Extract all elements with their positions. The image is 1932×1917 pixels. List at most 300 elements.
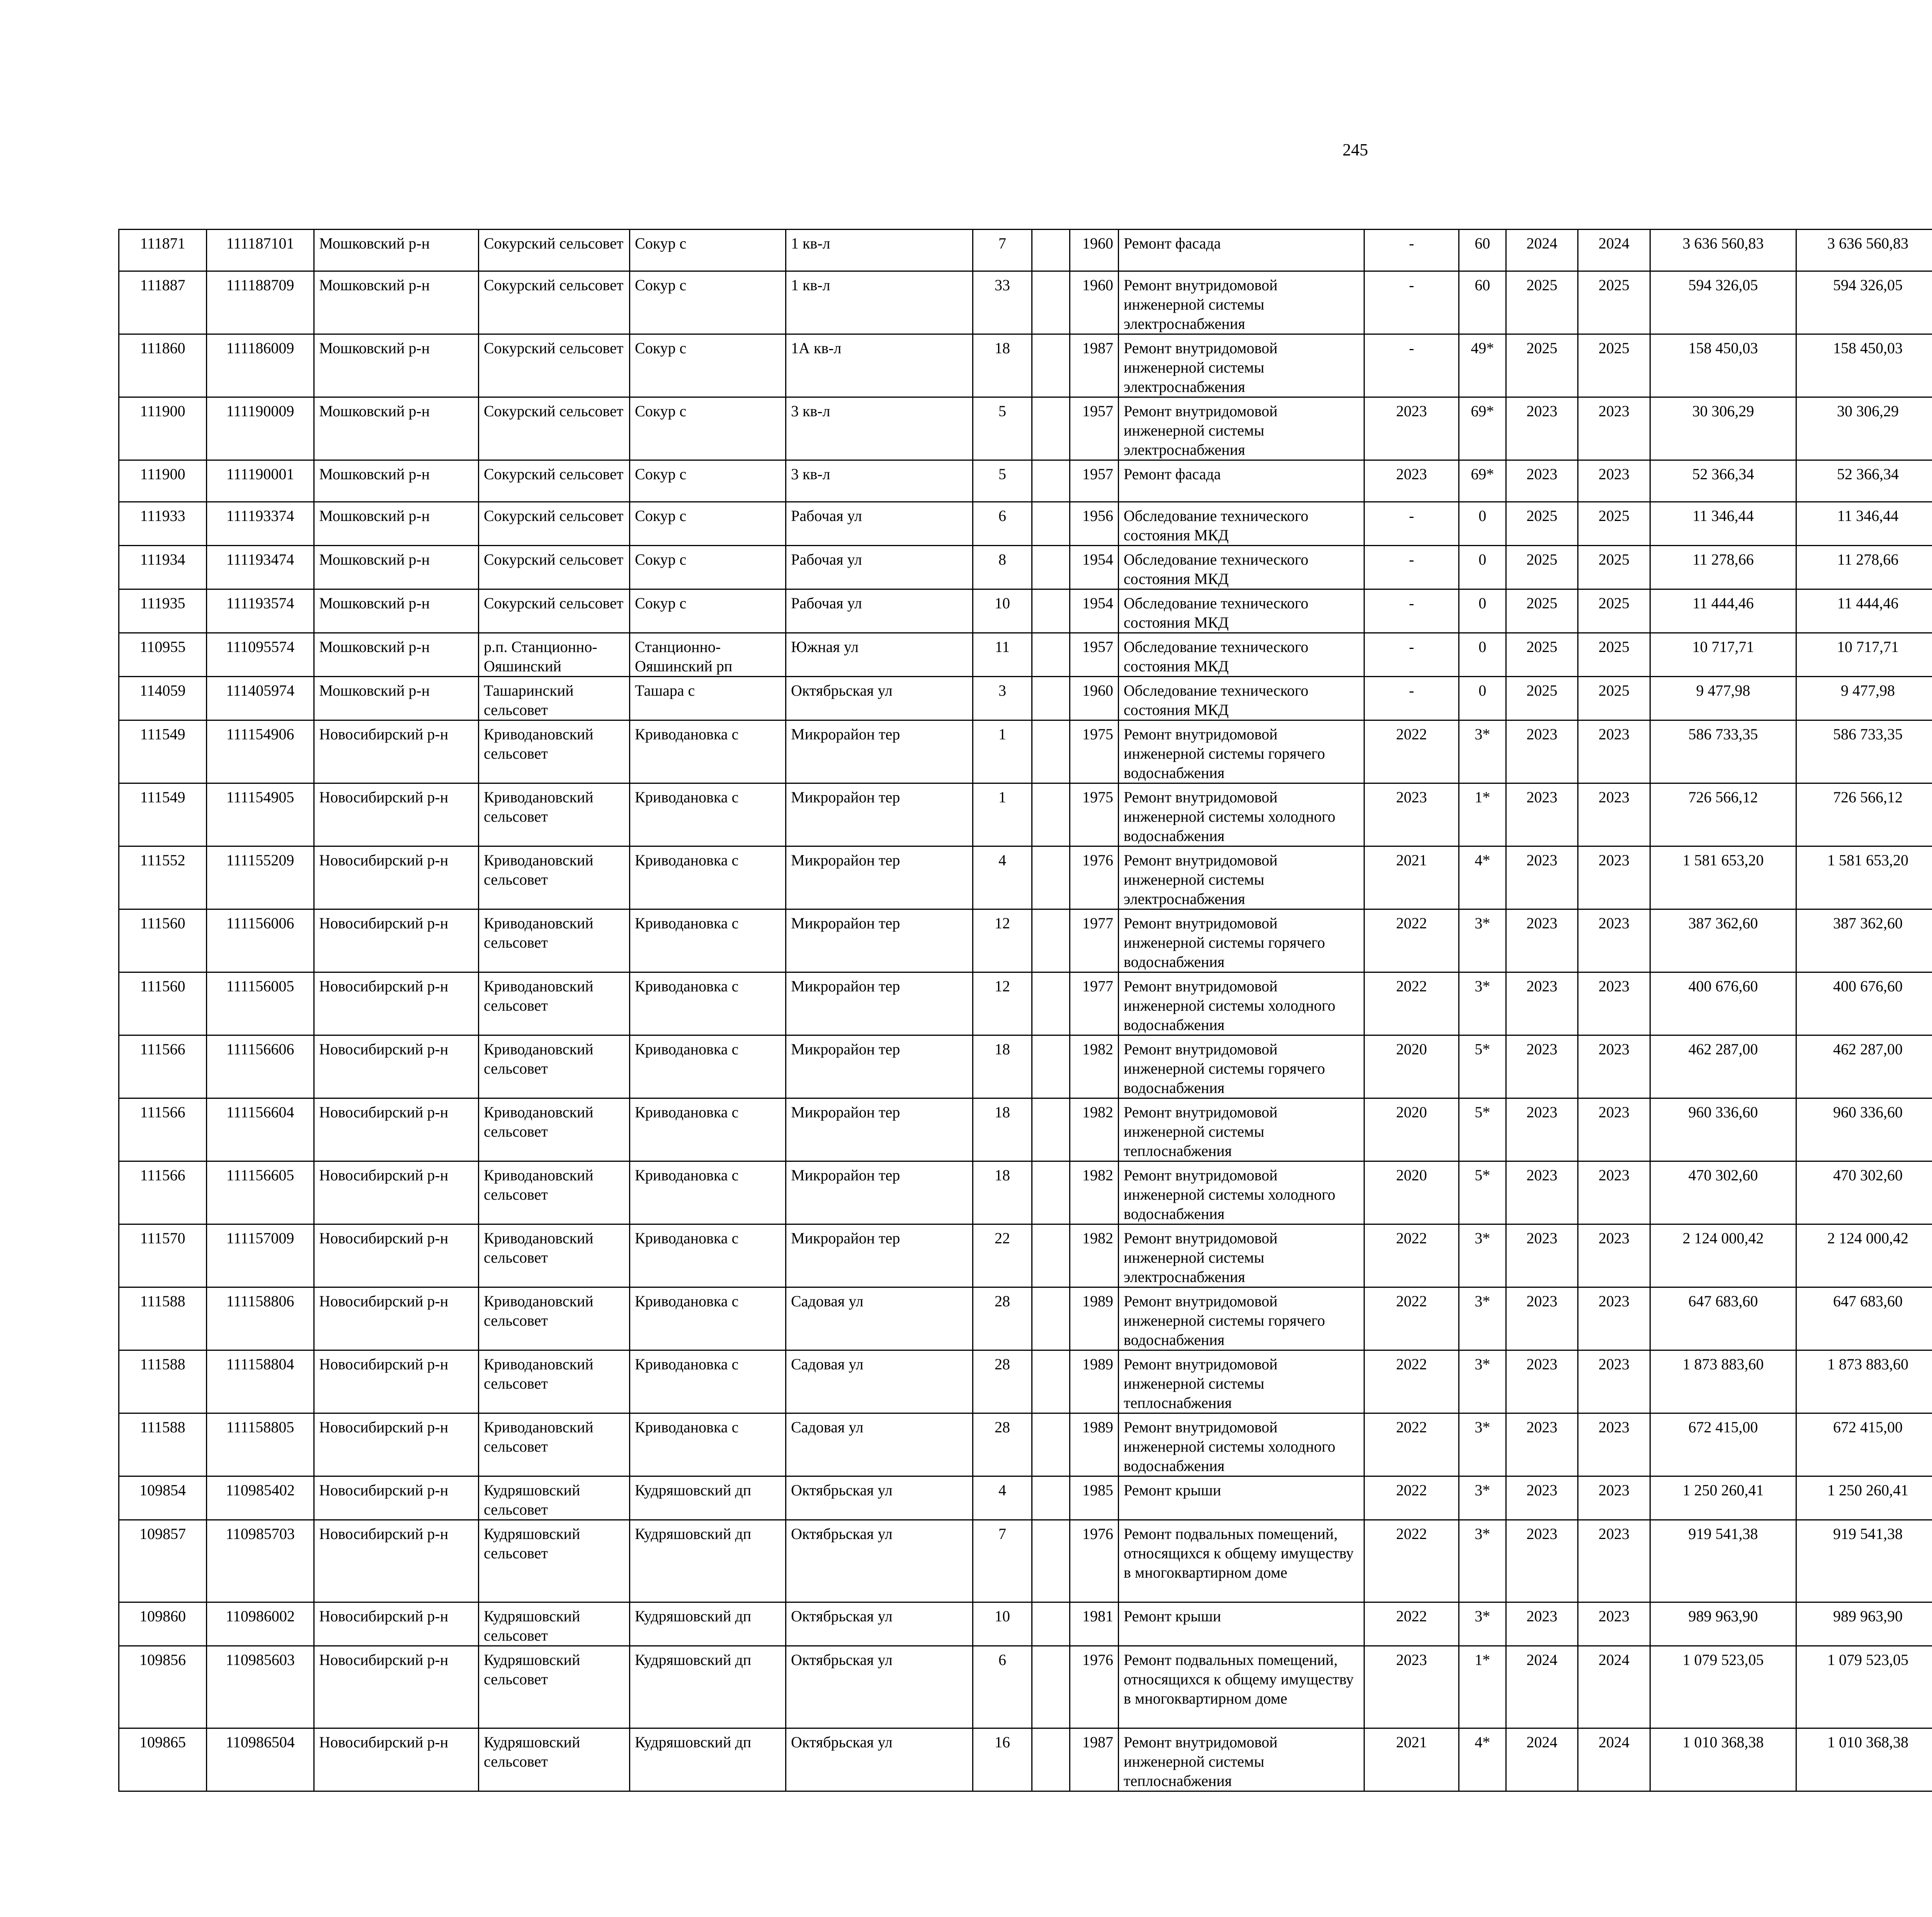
col-prev-year-cell: 2022: [1364, 1224, 1459, 1287]
col-fund-cost-cell: 647 683,60: [1796, 1287, 1932, 1350]
table-row: [119, 1520, 1932, 1602]
col-prev-year-cell: -: [1364, 271, 1459, 334]
col-district-cell: Мошковский р-н: [314, 633, 479, 677]
col-work-type-cell: Ремонт крыши: [1119, 1602, 1364, 1646]
col-wear-cell: 0: [1459, 546, 1506, 589]
col-year-built-cell: 1982: [1070, 1161, 1119, 1224]
col-fund-cost-cell: 52 366,34: [1796, 460, 1932, 502]
col-code-cell: 111158804: [207, 1350, 314, 1413]
col-korpus-cell: [1032, 720, 1070, 783]
col-work-type-cell: Обследование технического состояния МКД: [1119, 589, 1364, 633]
col-year-to-cell: 2025: [1578, 633, 1650, 677]
col-district-cell: Мошковский р-н: [314, 502, 479, 546]
col-wear-cell: 3*: [1459, 1287, 1506, 1350]
col-year-to-cell: 2023: [1578, 460, 1650, 502]
col-total-cost-cell: 52 366,34: [1650, 460, 1796, 502]
col-prev-year-cell: 2022: [1364, 1476, 1459, 1520]
col-korpus-cell: [1032, 397, 1070, 460]
col-prev-year-cell: 2022: [1364, 1520, 1459, 1602]
col-id-cell: 110955: [119, 633, 207, 677]
col-year-from-cell: 2025: [1506, 589, 1578, 633]
col-district-cell: Мошковский р-н: [314, 230, 479, 271]
col-code-cell: 111188709: [207, 271, 314, 334]
table-row: [119, 460, 1932, 502]
col-year-built-cell: 1956: [1070, 502, 1119, 546]
col-street-cell: Садовая ул: [786, 1413, 973, 1476]
col-house-cell: 5: [973, 397, 1032, 460]
col-work-type-cell: Ремонт внутридомовой инженерной системы горячего водоснабжения: [1119, 909, 1364, 972]
col-district-cell: Новосибирский р-н: [314, 1602, 479, 1646]
col-year-to-cell: 2023: [1578, 720, 1650, 783]
col-work-type-cell: Ремонт внутридомовой инженерной системы холодного водоснабжения: [1119, 783, 1364, 846]
col-year-from-cell: 2023: [1506, 1413, 1578, 1476]
col-street-cell: Микрорайон тер: [786, 909, 973, 972]
col-id-cell: 111860: [119, 334, 207, 397]
col-municipality-cell: Криводановский сельсовет: [479, 783, 630, 846]
col-municipality-cell: Криводановский сельсовет: [479, 846, 630, 909]
col-house-cell: 33: [973, 271, 1032, 334]
col-id-cell: 111566: [119, 1161, 207, 1224]
table-body: [119, 230, 1932, 1791]
col-year-built-cell: 1976: [1070, 1646, 1119, 1728]
col-prev-year-cell: 2021: [1364, 846, 1459, 909]
table-row: [119, 972, 1932, 1035]
col-fund-cost-cell: 726 566,12: [1796, 783, 1932, 846]
col-year-from-cell: 2023: [1506, 1602, 1578, 1646]
col-district-cell: Новосибирский р-н: [314, 783, 479, 846]
col-fund-cost-cell: 470 302,60: [1796, 1161, 1932, 1224]
col-id-cell: 109865: [119, 1728, 207, 1791]
col-district-cell: Новосибирский р-н: [314, 1350, 479, 1413]
col-year-to-cell: 2023: [1578, 1287, 1650, 1350]
col-korpus-cell: [1032, 589, 1070, 633]
col-korpus-cell: [1032, 230, 1070, 271]
col-street-cell: Микрорайон тер: [786, 846, 973, 909]
col-settlement-cell: Криводановка с: [630, 1035, 786, 1098]
col-korpus-cell: [1032, 677, 1070, 720]
col-municipality-cell: Сокурский сельсовет: [479, 230, 630, 271]
col-work-type-cell: Обследование технического состояния МКД: [1119, 502, 1364, 546]
col-work-type-cell: Обследование технического состояния МКД: [1119, 633, 1364, 677]
col-street-cell: Рабочая ул: [786, 546, 973, 589]
col-settlement-cell: Сокур с: [630, 334, 786, 397]
col-work-type-cell: Ремонт внутридомовой инженерной системы электроснабжения: [1119, 1224, 1364, 1287]
col-year-built-cell: 1982: [1070, 1035, 1119, 1098]
col-street-cell: Рабочая ул: [786, 502, 973, 546]
col-settlement-cell: Сокур с: [630, 271, 786, 334]
col-code-cell: 111154906: [207, 720, 314, 783]
col-korpus-cell: [1032, 502, 1070, 546]
col-year-to-cell: 2025: [1578, 589, 1650, 633]
col-year-from-cell: 2025: [1506, 546, 1578, 589]
col-house-cell: 4: [973, 846, 1032, 909]
col-district-cell: Новосибирский р-н: [314, 972, 479, 1035]
col-korpus-cell: [1032, 1350, 1070, 1413]
table-row: [119, 783, 1932, 846]
table-row: [119, 230, 1932, 271]
col-code-cell: 111155209: [207, 846, 314, 909]
col-district-cell: Новосибирский р-н: [314, 1287, 479, 1350]
col-total-cost-cell: 1 873 883,60: [1650, 1350, 1796, 1413]
col-id-cell: 111933: [119, 502, 207, 546]
col-code-cell: 111156606: [207, 1035, 314, 1098]
col-district-cell: Новосибирский р-н: [314, 1476, 479, 1520]
col-id-cell: 111566: [119, 1035, 207, 1098]
col-work-type-cell: Ремонт внутридомовой инженерной системы горячего водоснабжения: [1119, 720, 1364, 783]
col-work-type-cell: Ремонт внутридомовой инженерной системы холодного водоснабжения: [1119, 1161, 1364, 1224]
table-row: [119, 397, 1932, 460]
col-total-cost-cell: 11 346,44: [1650, 502, 1796, 546]
col-year-to-cell: 2023: [1578, 397, 1650, 460]
col-year-built-cell: 1960: [1070, 677, 1119, 720]
col-wear-cell: 1*: [1459, 783, 1506, 846]
col-work-type-cell: Ремонт подвальных помещений, относящихся к общему имуществу в многоквартирном доме: [1119, 1646, 1364, 1728]
col-code-cell: 111193474: [207, 546, 314, 589]
col-korpus-cell: [1032, 1728, 1070, 1791]
col-year-from-cell: 2023: [1506, 909, 1578, 972]
table-row: [119, 546, 1932, 589]
col-year-from-cell: 2023: [1506, 846, 1578, 909]
col-year-to-cell: 2024: [1578, 1646, 1650, 1728]
col-code-cell: 111193374: [207, 502, 314, 546]
col-wear-cell: 3*: [1459, 1520, 1506, 1602]
col-wear-cell: 3*: [1459, 1350, 1506, 1413]
col-year-built-cell: 1975: [1070, 783, 1119, 846]
col-district-cell: Новосибирский р-н: [314, 1520, 479, 1602]
col-year-from-cell: 2025: [1506, 633, 1578, 677]
col-work-type-cell: Ремонт внутридомовой инженерной системы теплоснабжения: [1119, 1728, 1364, 1791]
col-year-built-cell: 1982: [1070, 1224, 1119, 1287]
col-total-cost-cell: 470 302,60: [1650, 1161, 1796, 1224]
col-house-cell: 12: [973, 909, 1032, 972]
col-municipality-cell: Криводановский сельсовет: [479, 1224, 630, 1287]
col-house-cell: 1: [973, 720, 1032, 783]
col-id-cell: 111560: [119, 909, 207, 972]
col-street-cell: 3 кв-л: [786, 460, 973, 502]
table-row: [119, 1728, 1932, 1791]
table-row: [119, 502, 1932, 546]
col-code-cell: 111154905: [207, 783, 314, 846]
col-fund-cost-cell: 1 010 368,38: [1796, 1728, 1932, 1791]
col-settlement-cell: Кудряшовский дп: [630, 1476, 786, 1520]
col-code-cell: 111190009: [207, 397, 314, 460]
col-street-cell: Микрорайон тер: [786, 1035, 973, 1098]
col-total-cost-cell: 989 963,90: [1650, 1602, 1796, 1646]
col-fund-cost-cell: 11 346,44: [1796, 502, 1932, 546]
col-year-built-cell: 1957: [1070, 460, 1119, 502]
col-municipality-cell: Сокурский сельсовет: [479, 397, 630, 460]
col-work-type-cell: Ремонт фасада: [1119, 230, 1364, 271]
col-code-cell: 111193574: [207, 589, 314, 633]
col-year-from-cell: 2023: [1506, 1224, 1578, 1287]
col-total-cost-cell: 1 010 368,38: [1650, 1728, 1796, 1791]
col-year-built-cell: 1987: [1070, 334, 1119, 397]
col-code-cell: 110986002: [207, 1602, 314, 1646]
page-number: 245: [1342, 140, 1368, 159]
col-municipality-cell: Криводановский сельсовет: [479, 909, 630, 972]
col-house-cell: 18: [973, 334, 1032, 397]
col-house-cell: 28: [973, 1413, 1032, 1476]
col-settlement-cell: Сокур с: [630, 397, 786, 460]
col-house-cell: 5: [973, 460, 1032, 502]
col-year-to-cell: 2023: [1578, 846, 1650, 909]
col-work-type-cell: Ремонт внутридомовой инженерной системы горячего водоснабжения: [1119, 1287, 1364, 1350]
col-work-type-cell: Ремонт внутридомовой инженерной системы холодного водоснабжения: [1119, 972, 1364, 1035]
col-work-type-cell: Обследование технического состояния МКД: [1119, 677, 1364, 720]
col-settlement-cell: Сокур с: [630, 546, 786, 589]
col-year-built-cell: 1960: [1070, 230, 1119, 271]
col-id-cell: 109857: [119, 1520, 207, 1602]
col-street-cell: 1А кв-л: [786, 334, 973, 397]
col-year-built-cell: 1977: [1070, 972, 1119, 1035]
col-house-cell: 3: [973, 677, 1032, 720]
col-municipality-cell: Криводановский сельсовет: [479, 1413, 630, 1476]
col-fund-cost-cell: 3 636 560,83: [1796, 230, 1932, 271]
col-work-type-cell: Ремонт подвальных помещений, относящихся к общему имуществу в многоквартирном доме: [1119, 1520, 1364, 1602]
col-year-built-cell: 1981: [1070, 1602, 1119, 1646]
col-id-cell: 111549: [119, 720, 207, 783]
table-row: [119, 1098, 1932, 1161]
col-house-cell: 6: [973, 502, 1032, 546]
col-total-cost-cell: 9 477,98: [1650, 677, 1796, 720]
col-total-cost-cell: 400 676,60: [1650, 972, 1796, 1035]
col-fund-cost-cell: 1 581 653,20: [1796, 846, 1932, 909]
col-code-cell: 110985703: [207, 1520, 314, 1602]
col-total-cost-cell: 11 278,66: [1650, 546, 1796, 589]
col-work-type-cell: Обследование технического состояния МКД: [1119, 546, 1364, 589]
col-street-cell: 1 кв-л: [786, 230, 973, 271]
col-municipality-cell: Кудряшовский сельсовет: [479, 1646, 630, 1728]
col-house-cell: 18: [973, 1035, 1032, 1098]
table-row: [119, 633, 1932, 677]
col-code-cell: 110986504: [207, 1728, 314, 1791]
col-year-built-cell: 1960: [1070, 271, 1119, 334]
col-street-cell: Южная ул: [786, 633, 973, 677]
col-year-from-cell: 2023: [1506, 1350, 1578, 1413]
col-prev-year-cell: 2020: [1364, 1035, 1459, 1098]
col-year-from-cell: 2023: [1506, 397, 1578, 460]
col-district-cell: Мошковский р-н: [314, 397, 479, 460]
col-total-cost-cell: 647 683,60: [1650, 1287, 1796, 1350]
col-street-cell: 3 кв-л: [786, 397, 973, 460]
col-street-cell: Микрорайон тер: [786, 720, 973, 783]
col-fund-cost-cell: 919 541,38: [1796, 1520, 1932, 1602]
col-year-to-cell: 2023: [1578, 783, 1650, 846]
col-municipality-cell: Ташаринский сельсовет: [479, 677, 630, 720]
col-year-built-cell: 1957: [1070, 397, 1119, 460]
col-total-cost-cell: 726 566,12: [1650, 783, 1796, 846]
col-prev-year-cell: -: [1364, 502, 1459, 546]
col-prev-year-cell: -: [1364, 589, 1459, 633]
col-year-to-cell: 2023: [1578, 1350, 1650, 1413]
col-wear-cell: 0: [1459, 502, 1506, 546]
col-id-cell: 111566: [119, 1098, 207, 1161]
col-prev-year-cell: -: [1364, 633, 1459, 677]
col-fund-cost-cell: 2 124 000,42: [1796, 1224, 1932, 1287]
col-year-to-cell: 2023: [1578, 1413, 1650, 1476]
col-fund-cost-cell: 11 278,66: [1796, 546, 1932, 589]
col-wear-cell: 3*: [1459, 1224, 1506, 1287]
col-year-to-cell: 2023: [1578, 1035, 1650, 1098]
col-korpus-cell: [1032, 1161, 1070, 1224]
col-year-to-cell: 2024: [1578, 1728, 1650, 1791]
col-fund-cost-cell: 387 362,60: [1796, 909, 1932, 972]
col-year-from-cell: 2023: [1506, 720, 1578, 783]
col-id-cell: 109856: [119, 1646, 207, 1728]
col-municipality-cell: Криводановский сельсовет: [479, 1161, 630, 1224]
table-row: [119, 1287, 1932, 1350]
col-code-cell: 111187101: [207, 230, 314, 271]
col-code-cell: 111156604: [207, 1098, 314, 1161]
col-year-to-cell: 2023: [1578, 1224, 1650, 1287]
col-year-built-cell: 1987: [1070, 1728, 1119, 1791]
col-district-cell: Новосибирский р-н: [314, 1098, 479, 1161]
col-id-cell: 111935: [119, 589, 207, 633]
col-code-cell: 111158805: [207, 1413, 314, 1476]
col-wear-cell: 0: [1459, 589, 1506, 633]
col-settlement-cell: Кудряшовский дп: [630, 1602, 786, 1646]
col-fund-cost-cell: 30 306,29: [1796, 397, 1932, 460]
col-street-cell: Микрорайон тер: [786, 1224, 973, 1287]
col-prev-year-cell: 2021: [1364, 1728, 1459, 1791]
col-settlement-cell: Криводановка с: [630, 909, 786, 972]
col-code-cell: 111156006: [207, 909, 314, 972]
col-district-cell: Мошковский р-н: [314, 546, 479, 589]
col-street-cell: Микрорайон тер: [786, 972, 973, 1035]
col-id-cell: 111871: [119, 230, 207, 271]
table-row: [119, 1224, 1932, 1287]
col-year-to-cell: 2023: [1578, 1098, 1650, 1161]
col-year-from-cell: 2024: [1506, 230, 1578, 271]
col-district-cell: Новосибирский р-н: [314, 1646, 479, 1728]
col-year-to-cell: 2023: [1578, 1476, 1650, 1520]
col-total-cost-cell: 158 450,03: [1650, 334, 1796, 397]
col-house-cell: 28: [973, 1350, 1032, 1413]
col-work-type-cell: Ремонт фасада: [1119, 460, 1364, 502]
col-settlement-cell: Криводановка с: [630, 1161, 786, 1224]
col-district-cell: Мошковский р-н: [314, 460, 479, 502]
col-code-cell: 111156605: [207, 1161, 314, 1224]
col-settlement-cell: Криводановка с: [630, 1287, 786, 1350]
col-year-to-cell: 2025: [1578, 271, 1650, 334]
col-id-cell: 111900: [119, 397, 207, 460]
col-house-cell: 7: [973, 230, 1032, 271]
col-total-cost-cell: 11 444,46: [1650, 589, 1796, 633]
col-fund-cost-cell: 1 250 260,41: [1796, 1476, 1932, 1520]
col-street-cell: Микрорайон тер: [786, 1098, 973, 1161]
col-prev-year-cell: 2022: [1364, 1287, 1459, 1350]
col-settlement-cell: Станционно-Ояшинский рп: [630, 633, 786, 677]
col-wear-cell: 1*: [1459, 1646, 1506, 1728]
col-work-type-cell: Ремонт внутридомовой инженерной системы теплоснабжения: [1119, 1350, 1364, 1413]
col-settlement-cell: Криводановка с: [630, 720, 786, 783]
col-wear-cell: 3*: [1459, 972, 1506, 1035]
col-year-built-cell: 1975: [1070, 720, 1119, 783]
col-fund-cost-cell: 1 873 883,60: [1796, 1350, 1932, 1413]
col-fund-cost-cell: 11 444,46: [1796, 589, 1932, 633]
col-code-cell: 111190001: [207, 460, 314, 502]
col-id-cell: 109860: [119, 1602, 207, 1646]
col-settlement-cell: Криводановка с: [630, 972, 786, 1035]
col-street-cell: Октябрьская ул: [786, 677, 973, 720]
col-year-to-cell: 2025: [1578, 334, 1650, 397]
col-year-to-cell: 2025: [1578, 677, 1650, 720]
col-house-cell: 16: [973, 1728, 1032, 1791]
col-id-cell: 109854: [119, 1476, 207, 1520]
table-row: [119, 589, 1932, 633]
col-municipality-cell: Криводановский сельсовет: [479, 1350, 630, 1413]
col-prev-year-cell: 2020: [1364, 1098, 1459, 1161]
col-id-cell: 111570: [119, 1224, 207, 1287]
col-street-cell: Садовая ул: [786, 1287, 973, 1350]
col-street-cell: Октябрьская ул: [786, 1728, 973, 1791]
table-row: [119, 1161, 1932, 1224]
col-municipality-cell: Сокурский сельсовет: [479, 502, 630, 546]
col-year-from-cell: 2025: [1506, 334, 1578, 397]
col-year-to-cell: 2023: [1578, 1161, 1650, 1224]
col-settlement-cell: Сокур с: [630, 589, 786, 633]
table-row: [119, 677, 1932, 720]
col-prev-year-cell: 2023: [1364, 1646, 1459, 1728]
col-district-cell: Мошковский р-н: [314, 334, 479, 397]
col-municipality-cell: Кудряшовский сельсовет: [479, 1476, 630, 1520]
col-total-cost-cell: 3 636 560,83: [1650, 230, 1796, 271]
col-code-cell: 111186009: [207, 334, 314, 397]
col-house-cell: 7: [973, 1520, 1032, 1602]
col-municipality-cell: Сокурский сельсовет: [479, 589, 630, 633]
col-korpus-cell: [1032, 909, 1070, 972]
col-year-built-cell: 1977: [1070, 909, 1119, 972]
col-total-cost-cell: 10 717,71: [1650, 633, 1796, 677]
col-year-from-cell: 2025: [1506, 677, 1578, 720]
col-house-cell: 22: [973, 1224, 1032, 1287]
col-street-cell: Садовая ул: [786, 1350, 973, 1413]
col-municipality-cell: Сокурский сельсовет: [479, 460, 630, 502]
table-row: [119, 334, 1932, 397]
col-id-cell: 111588: [119, 1350, 207, 1413]
col-total-cost-cell: 30 306,29: [1650, 397, 1796, 460]
col-korpus-cell: [1032, 846, 1070, 909]
col-id-cell: 111887: [119, 271, 207, 334]
col-work-type-cell: Ремонт внутридомовой инженерной системы горячего водоснабжения: [1119, 1035, 1364, 1098]
col-korpus-cell: [1032, 1413, 1070, 1476]
col-year-built-cell: 1954: [1070, 589, 1119, 633]
col-municipality-cell: Криводановский сельсовет: [479, 1035, 630, 1098]
col-code-cell: 111405974: [207, 677, 314, 720]
col-id-cell: 114059: [119, 677, 207, 720]
col-year-from-cell: 2023: [1506, 1161, 1578, 1224]
col-house-cell: 4: [973, 1476, 1032, 1520]
col-korpus-cell: [1032, 1287, 1070, 1350]
col-street-cell: 1 кв-л: [786, 271, 973, 334]
col-street-cell: Октябрьская ул: [786, 1476, 973, 1520]
col-house-cell: 12: [973, 972, 1032, 1035]
table-row: [119, 846, 1932, 909]
col-settlement-cell: Криводановка с: [630, 1098, 786, 1161]
col-fund-cost-cell: 10 717,71: [1796, 633, 1932, 677]
col-wear-cell: 5*: [1459, 1161, 1506, 1224]
col-district-cell: Новосибирский р-н: [314, 1413, 479, 1476]
col-year-from-cell: 2023: [1506, 1098, 1578, 1161]
col-work-type-cell: Ремонт внутридомовой инженерной системы электроснабжения: [1119, 846, 1364, 909]
col-municipality-cell: р.п. Станционно-Ояшинский: [479, 633, 630, 677]
col-year-built-cell: 1989: [1070, 1350, 1119, 1413]
col-year-built-cell: 1989: [1070, 1413, 1119, 1476]
col-korpus-cell: [1032, 1476, 1070, 1520]
col-korpus-cell: [1032, 460, 1070, 502]
col-street-cell: Октябрьская ул: [786, 1602, 973, 1646]
col-settlement-cell: Ташара с: [630, 677, 786, 720]
